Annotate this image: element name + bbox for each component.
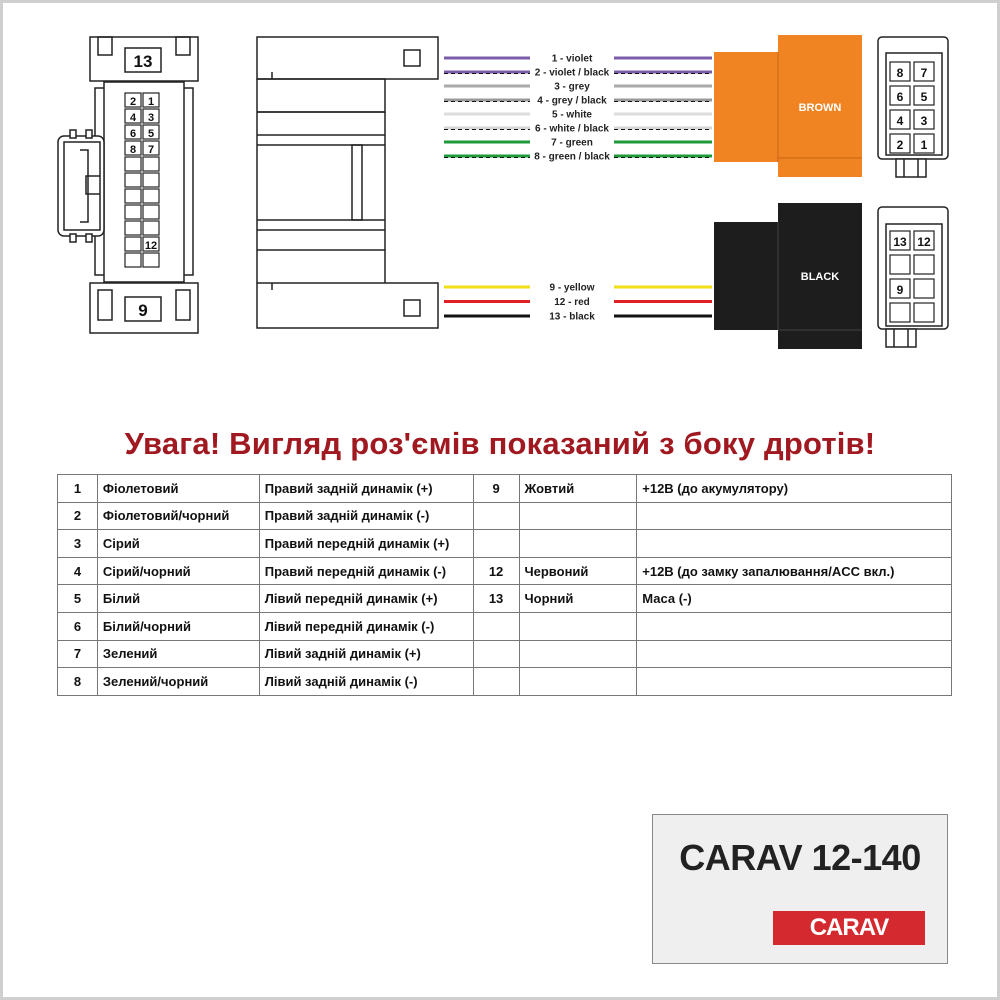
table-cell: Правий задній динамік (+) <box>259 475 473 503</box>
car-pin-label: 7 <box>147 144 155 156</box>
table-cell: 7 <box>58 640 98 668</box>
adapter-housing <box>257 37 438 328</box>
plug-pin-label: 7 <box>920 66 928 80</box>
table-cell <box>637 502 952 530</box>
table-cell <box>473 668 519 696</box>
car-pin-label: 1 <box>147 96 155 108</box>
wire-label: 8 - green / black <box>534 151 610 163</box>
wire-label: 12 - red <box>554 297 590 308</box>
car-pin-cell <box>125 205 141 219</box>
table-cell: Білий/чорний <box>97 612 259 640</box>
table-row <box>58 640 952 668</box>
table-cell: Лівий передній динамік (+) <box>259 585 473 613</box>
wire-label: 13 - black <box>549 311 595 323</box>
table-cell: 9 <box>473 475 519 503</box>
table-cell <box>473 640 519 668</box>
wire-label: 7 - green <box>551 137 593 149</box>
table-cell: 1 <box>58 475 98 503</box>
table-cell: Маса (-) <box>637 585 952 613</box>
warning-title: Увага! Вигляд роз'ємів показаний з боку дротів! <box>124 426 876 461</box>
table-cell: Фіолетовий/чорний <box>97 502 259 530</box>
wires-group-black <box>444 283 712 323</box>
table-cell <box>637 640 952 668</box>
brown-pinout-housing <box>878 37 948 177</box>
table-cell <box>637 668 952 696</box>
table-cell: Зелений <box>97 640 259 668</box>
wire-label: 9 - yellow <box>549 282 595 294</box>
plug-pin-label: 4 <box>896 114 904 128</box>
table-cell <box>519 668 637 696</box>
table-cell: 13 <box>473 585 519 613</box>
black-pinout-housing <box>878 207 948 347</box>
brown-plug <box>714 35 862 177</box>
table-cell <box>473 502 519 530</box>
plug-pin-label: 8 <box>896 66 904 80</box>
table-cell: 5 <box>58 585 98 613</box>
table-row <box>58 612 952 640</box>
black-plug <box>714 203 862 349</box>
plug-pin-cell <box>914 279 934 298</box>
table-row <box>58 502 952 530</box>
table-cell: Жовтий <box>519 475 637 503</box>
plug-pin-label: 2 <box>896 138 904 152</box>
table-cell <box>519 530 637 558</box>
car-pin-cell <box>125 189 141 203</box>
table-cell: 4 <box>58 557 98 585</box>
wiring-diagram <box>0 0 1000 360</box>
plug-pin-label: 12 <box>917 235 931 249</box>
car-pin-cell <box>143 253 159 267</box>
car-pin-cell <box>125 157 141 171</box>
car-pin-label: 12 <box>144 240 158 252</box>
car-pin-cell <box>125 237 141 251</box>
plug-pin-label: 6 <box>896 90 904 104</box>
car-pin-cell <box>125 221 141 235</box>
table-cell: Правий задній динамік (-) <box>259 502 473 530</box>
table-cell: Білий <box>97 585 259 613</box>
table-cell: Правий передній динамік (+) <box>259 530 473 558</box>
car-pin-label: 8 <box>129 144 137 156</box>
table-cell: +12В (до акумулятору) <box>637 475 952 503</box>
table-cell <box>637 612 952 640</box>
table-cell: 8 <box>58 668 98 696</box>
car-connector-bottom-label: 9 <box>138 301 148 320</box>
table-cell <box>519 502 637 530</box>
table-cell: Лівий передній динамік (-) <box>259 612 473 640</box>
table-row <box>58 475 952 503</box>
plug-pin-label: 13 <box>893 235 907 249</box>
carav-logo: CARAV <box>773 911 925 945</box>
car-pin-label: 2 <box>129 96 137 108</box>
wire-label: 6 - white / black <box>535 123 609 135</box>
table-cell: Чорний <box>519 585 637 613</box>
table-cell <box>519 612 637 640</box>
table-cell: Зелений/чорний <box>97 668 259 696</box>
table-row <box>58 530 952 558</box>
table-cell: 12 <box>473 557 519 585</box>
car-pin-label: 5 <box>147 128 155 140</box>
model-title: CARAV 12-140 <box>679 837 921 878</box>
table-row <box>58 585 952 613</box>
table-cell: +12В (до замку запалювання/ACC вкл.) <box>637 557 952 585</box>
plug-pin-cell <box>914 255 934 274</box>
plug-pin-label: 1 <box>920 138 928 152</box>
table-cell: 3 <box>58 530 98 558</box>
plug-pin-label: 9 <box>896 283 904 297</box>
plug-pin-cell <box>914 303 934 322</box>
table-cell: Фіолетовий <box>97 475 259 503</box>
car-pin-cell <box>143 189 159 203</box>
wire-label: 3 - grey <box>554 81 590 93</box>
plug-pin-label: 5 <box>920 90 928 104</box>
plug-pin-label: 3 <box>920 114 928 128</box>
wire-label: 1 - violet <box>551 53 593 65</box>
wire-label: 5 - white <box>551 109 593 121</box>
brown-plug-label: BROWN <box>798 102 842 114</box>
table-cell: 2 <box>58 502 98 530</box>
car-pin-cell <box>125 173 141 187</box>
plug-pin-cell <box>890 255 910 274</box>
wire-label: 4 - grey / black <box>537 95 607 107</box>
car-pin-cell <box>143 173 159 187</box>
table-cell: Правий передній динамік (-) <box>259 557 473 585</box>
table-cell: Лівий задній динамік (+) <box>259 640 473 668</box>
car-pin-label: 6 <box>129 128 137 140</box>
model-box <box>652 814 948 964</box>
black-plug-label: BLACK <box>800 271 840 283</box>
car-pin-label: 3 <box>147 112 155 124</box>
table-cell <box>519 640 637 668</box>
table-cell <box>637 530 952 558</box>
car-pin-cell <box>125 253 141 267</box>
wires-group-brown <box>444 54 712 163</box>
car-pin-cell <box>143 157 159 171</box>
table-cell: 6 <box>58 612 98 640</box>
table-cell: Червоний <box>519 557 637 585</box>
plug-pin-cell <box>890 303 910 322</box>
table-cell: Сірий <box>97 530 259 558</box>
table-cell: Лівий задній динамік (-) <box>259 668 473 696</box>
pinout-table <box>57 474 952 696</box>
table-cell: Сірий/чорний <box>97 557 259 585</box>
car-pin-cell <box>143 221 159 235</box>
table-row <box>58 668 952 696</box>
car-pin-label: 4 <box>129 112 137 124</box>
car-pin-cell <box>143 205 159 219</box>
table-cell <box>473 530 519 558</box>
table-cell <box>473 612 519 640</box>
table-row <box>58 557 952 585</box>
wire-label: 2 - violet / black <box>534 67 610 79</box>
car-connector-top-label: 13 <box>133 52 153 71</box>
